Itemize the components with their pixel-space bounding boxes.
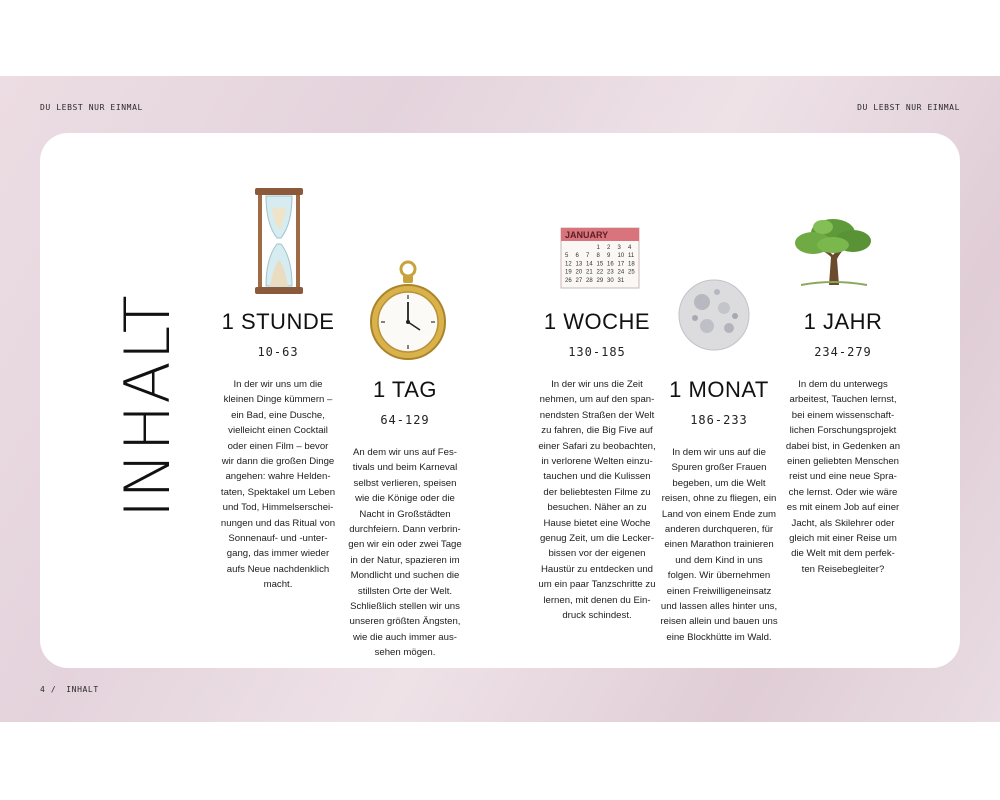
chapter-description: In dem wir uns auf die Spuren großer Frauen begeben, um die Welt reisen, ohne zu fliegen, ein Land von einem Ende zum anderen durchqueren, für einen Marathon trainieren und dem Kind in uns folgen. Wir übernehmen einen Freiwilligeneinsatz und lassen alles hinter uns, reisen allein und bauen uns eine Blockhütte im Wald. — [660, 447, 778, 643]
hourglass-icon — [252, 186, 306, 296]
calendar-day: 15 — [596, 261, 604, 268]
chapter-title: 1 TAG — [372, 377, 438, 402]
calendar-day: 26 — [565, 277, 572, 284]
chapter-title: 1 WOCHE — [543, 309, 651, 334]
calendar-day: 3 — [617, 245, 621, 251]
calendar-day: 9 — [607, 253, 611, 260]
section-name: INHALT — [66, 685, 99, 694]
calendar-day: 31 — [617, 277, 625, 284]
calendar-day: 21 — [586, 269, 593, 276]
calendar-day: 13 — [575, 261, 583, 268]
chapter-title: 1 JAHR — [803, 309, 883, 334]
calendar-day: 4 — [628, 245, 632, 251]
calendar-day: 10 — [617, 253, 625, 260]
chapter-1-jahr — [780, 309, 906, 577]
calendar-day: 7 — [586, 253, 590, 260]
calendar-day: 16 — [607, 261, 614, 268]
chapter-1-tag — [342, 377, 468, 661]
calendar-day: 30 — [607, 277, 614, 284]
calendar-day: 8 — [596, 253, 600, 260]
calendar-day: 2 — [607, 245, 611, 251]
moon-icon — [677, 278, 751, 352]
calendar-day: 23 — [607, 269, 614, 276]
contents-title: INHALT — [111, 294, 184, 518]
calendar-day: 1 — [596, 245, 600, 251]
chapter-1-stunde — [215, 309, 341, 593]
page-number: 4 / — [40, 685, 57, 694]
page-folio — [40, 685, 109, 694]
calendar-day: 17 — [617, 261, 625, 268]
pocket-watch-icon — [368, 260, 448, 362]
chapter-title: 1 MONAT — [669, 377, 769, 402]
chapter-pages: 64-129 — [380, 413, 430, 427]
calendar-day: 11 — [628, 253, 635, 260]
calendar-day: 12 — [565, 261, 572, 268]
chapter-1-monat — [654, 377, 784, 645]
calendar-day: 22 — [596, 269, 604, 276]
calendar-day: 29 — [596, 277, 604, 284]
calendar-day: 19 — [565, 269, 572, 276]
running-head-left: DU LEBST NUR EINMAL — [40, 103, 143, 112]
running-head-right: DU LEBST NUR EINMAL — [857, 103, 960, 112]
calendar-icon — [560, 227, 640, 289]
chapter-description: In dem du unterwegs arbeitest, Tauchen lernst, bei einem wissenschaft- lichen Forschungsprojekt dabei bist, in Gedenken an einen geliebten Menschen reist und eine neue Spra- che lernst. Oder wie wäre es mit einem Job auf einer Jacht, als Skilehrer oder gleich mit einer Reise um die Welt mit dem perfek- ten Reisebegleiter? — [785, 379, 901, 575]
chapter-pages: 10-63 — [257, 345, 299, 359]
chapter-pages: 234-279 — [814, 345, 872, 359]
calendar-day: 28 — [586, 277, 593, 284]
chapter-description: In der wir uns um die kleinen Dinge kümmern – ein Bad, eine Dusche, vielleicht einen Cocktail oder einen Film – bevor wir dann die großen Dinge angehen: wahre Helden- taten, Spektakel um Leben und Tod, Himmelserschei- nungen und das Ritual von Sonnenauf- und -unter- gang, das immer wieder aufs Neue nachdenklich macht. — [220, 379, 336, 591]
chapter-description: An dem wir uns auf Fes- tivals und beim Karneval selbst verlieren, speisen wie die Könige oder die Nacht in Großstädten durchfeiern. Dann verbrin- gen wir ein oder zwei Tage in der Natur, spazieren im Mondlicht und suchen die stillsten Orte der Welt. Schließlich stellen wir uns unseren größten Ängsten, wie die auch immer aus- sehen mögen. — [348, 447, 462, 659]
calendar-day: 14 — [586, 261, 593, 268]
chapter-description: In der wir uns die Zeit nehmen, um auf den span- nendsten Straßen der Welt zu fahren, die Big Five auf einer Safari zu beobachten, in verlorene Welten einzu- tauchen und die Kulissen der beliebtesten Filme zu besuchen. Näher an zu Hause bietet eine Woche genug Zeit, um die Lecker- bissen vor der eigenen Haustür zu entdecken und um ein paar Tanzschritte zu lernen, mit denen du Ein- druck schindest. — [538, 379, 656, 622]
calendar-day: 20 — [575, 269, 583, 276]
chapter-pages: 186-233 — [690, 413, 748, 427]
chapter-1-woche — [532, 309, 662, 624]
calendar-day: 5 — [565, 253, 569, 260]
chapter-pages: 130-185 — [568, 345, 626, 359]
calendar-month: JANUARY — [565, 230, 609, 240]
calendar-day: 18 — [628, 261, 635, 268]
calendar-day: 25 — [628, 269, 635, 276]
tree-icon — [793, 211, 873, 287]
calendar-day: 24 — [617, 269, 625, 276]
chapter-title: 1 STUNDE — [221, 309, 335, 334]
calendar-day: 6 — [575, 253, 579, 260]
calendar-day: 27 — [575, 277, 583, 284]
